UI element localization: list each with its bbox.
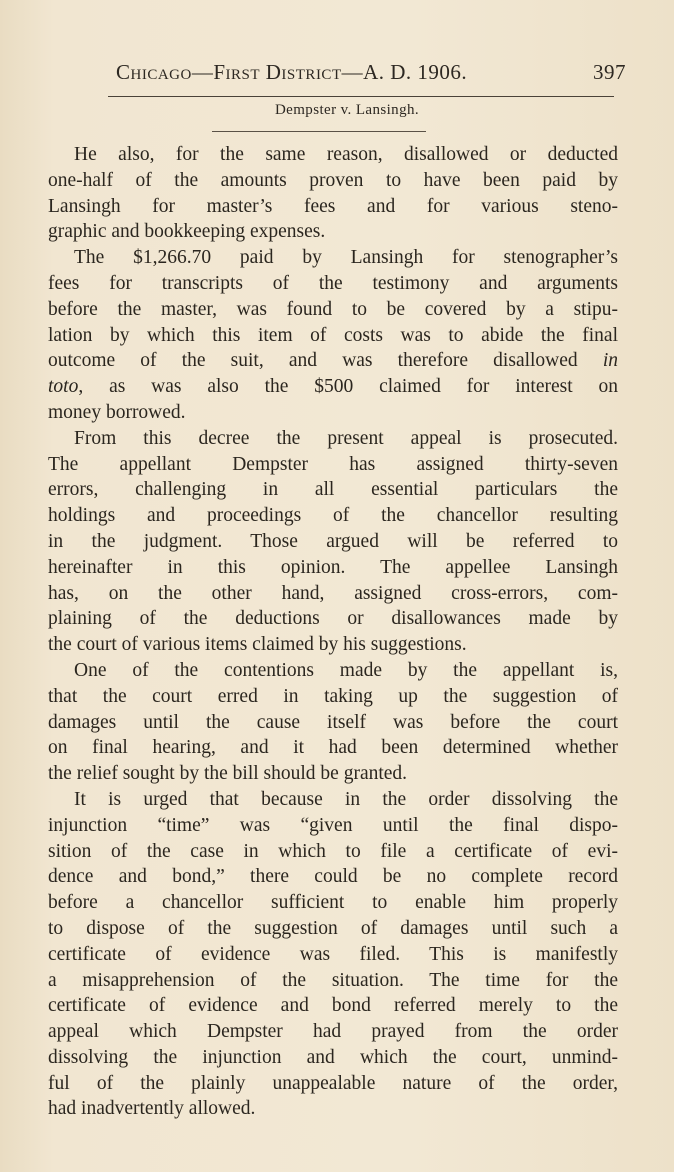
text-line — [48, 1071, 618, 1097]
text-line — [48, 529, 618, 555]
line-text: outcome of the suit, and was therefore disallowed — [48, 350, 578, 372]
text-line — [48, 942, 618, 968]
italic-text: in — [602, 350, 618, 372]
line-text: errors, challenging in all essential particulars the — [48, 479, 618, 501]
text-line — [48, 142, 618, 168]
line-text: lation by which this item of costs was to abide the final — [48, 324, 618, 346]
text-line — [48, 477, 618, 503]
line-text: It is urged that because in the order dissolving the — [74, 788, 618, 810]
case-heading: Dempster v. Lansingh. — [274, 102, 420, 118]
line-text: that the court erred in taking up the suggestion of — [48, 685, 618, 707]
text-line — [48, 348, 618, 374]
line-text: one-half of the amounts proven to have been paid by — [48, 169, 618, 191]
text-line — [48, 864, 618, 890]
line-text: dence and bond,” there could be no complete record — [48, 866, 618, 888]
text-line — [48, 813, 618, 839]
text-line — [48, 606, 618, 632]
text-line — [48, 503, 618, 529]
line-text: has, on the other hand, assigned cross-errors, com- — [48, 582, 618, 604]
line-text: to dispose of the suggestion of damages until such a — [48, 917, 618, 939]
line-text: had inadvertently allowed. — [48, 1098, 256, 1120]
text-line — [48, 194, 618, 220]
line-text: certificate of evidence was filed. This is manifestly — [48, 943, 618, 965]
line-text: , as was also the $500 claimed for interest on — [78, 376, 618, 398]
text-line — [48, 555, 618, 581]
text-line — [48, 1096, 618, 1122]
text-line — [48, 297, 618, 323]
line-text: holdings and proceedings of the chancellor resulting — [48, 505, 618, 527]
line-text: sition of the case in which to file a certificate of evi- — [48, 840, 618, 862]
text-line — [48, 374, 618, 400]
text-line — [48, 426, 618, 452]
text-line — [48, 735, 618, 761]
line-text: hereinafter in this opinion. The appellee Lansingh — [48, 556, 618, 578]
text-line — [48, 968, 618, 994]
line-text: damages until the cause itself was before the court — [48, 711, 618, 733]
line-text: the relief sought by the bill should be granted. — [48, 763, 408, 785]
header-rule — [108, 96, 614, 97]
text-line — [48, 890, 618, 916]
line-text: From this decree the present appeal is prosecuted. — [74, 427, 618, 449]
line-text: The $1,266.70 paid by Lansingh for stenographer’s — [74, 247, 618, 269]
case-heading-rule — [212, 131, 426, 132]
text-line — [48, 710, 618, 736]
line-text: the court of various items claimed by his suggestions. — [48, 634, 467, 656]
text-line — [48, 993, 618, 1019]
text-line — [48, 323, 618, 349]
text-line — [48, 632, 618, 658]
line-text: certificate of evidence and bond referred merely to the — [48, 995, 618, 1017]
text-line — [48, 761, 618, 787]
text-line — [48, 1019, 618, 1045]
line-text: in the judgment. Those argued will be referred to — [48, 530, 618, 552]
text-line — [48, 916, 618, 942]
line-text: before a chancellor sufficient to enable him properly — [48, 892, 618, 914]
italic-text: toto — [48, 376, 79, 398]
text-line — [48, 452, 618, 478]
line-text: graphic and bookkeeping expenses. — [48, 221, 326, 243]
running-head — [116, 60, 626, 86]
text-line — [48, 787, 618, 813]
running-title: Chicago—First District—A. D. 1906. — [116, 60, 468, 84]
text-line — [48, 684, 618, 710]
text-line — [48, 219, 618, 245]
line-text: Lansingh for master’s fees and for various steno- — [48, 195, 618, 217]
line-text: He also, for the same reason, disallowed or deducted — [74, 144, 618, 165]
text-line — [48, 168, 618, 194]
line-text: a misapprehension of the situation. The time for the — [48, 969, 618, 991]
line-text: before the master, was found to be covered by a stipu- — [48, 298, 618, 320]
page-number: 397 — [593, 60, 626, 84]
text-line — [48, 581, 618, 607]
line-text: fees for transcripts of the testimony and arguments — [48, 272, 618, 294]
line-text: The appellant Dempster has assigned thirty-seven — [48, 453, 618, 475]
line-text: ful of the plainly unappealable nature of the order, — [48, 1072, 618, 1094]
line-text: One of the contentions made by the appellant is, — [74, 659, 618, 681]
line-text: dissolving the injunction and which the court, unmind- — [48, 1046, 618, 1068]
text-line — [48, 245, 618, 271]
line-text: on final hearing, and it had been determined whether — [48, 737, 618, 759]
line-text: injunction “time” was “given until the final dispo- — [48, 814, 618, 836]
text-line — [48, 1045, 618, 1071]
line-text: money borrowed. — [48, 401, 186, 423]
text-line — [48, 839, 618, 865]
text-line — [48, 400, 618, 426]
text-line — [48, 271, 618, 297]
line-text: plaining of the deductions or disallowances made by — [48, 608, 618, 630]
text-line — [48, 658, 618, 684]
line-text: appeal which Dempster had prayed from the order — [48, 1021, 618, 1043]
opinion-text — [48, 142, 618, 1122]
